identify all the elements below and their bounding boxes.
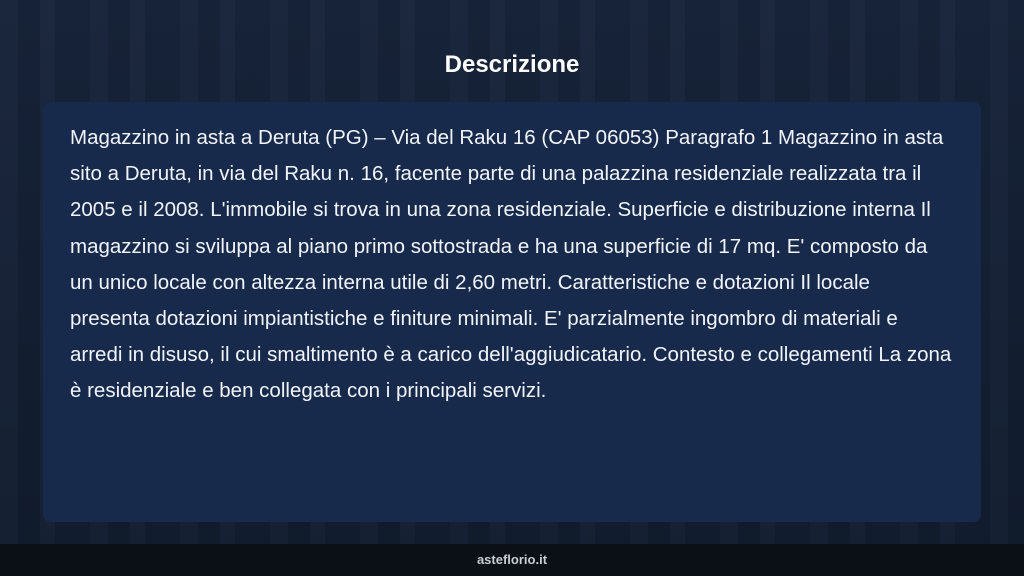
description-text: Magazzino in asta a Deruta (PG) – Via del Raku 16 (CAP 06053) Paragrafo 1 Magazzino in asta sito a Deruta, in via del Raku n. 16, facente parte di una palazzina residenziale realizzata tra il 2005 e il 2008. L'immobile si trova in una zona residenziale. Superficie e distribuzione interna Il magazzino si sviluppa al piano primo sottostrada e ha una superficie di 17 mq. E' composto da un unico locale con altezza interna utile di 2,60 metri. Caratteristiche e dotazioni Il locale presenta dotazioni impiantistiche e finiture minimali. E' parzialmente ingombro di materiali e arredi in disuso, il cui smaltimento è a carico dell'aggiudicatario. Contesto e collegamenti La zona è residenziale e ben collegata con i principali servizi. <box>70 126 952 403</box>
page-title: Descrizione <box>444 51 580 78</box>
footer-site-label: asteflorio.it <box>0 544 1024 576</box>
description-card <box>43 102 981 522</box>
